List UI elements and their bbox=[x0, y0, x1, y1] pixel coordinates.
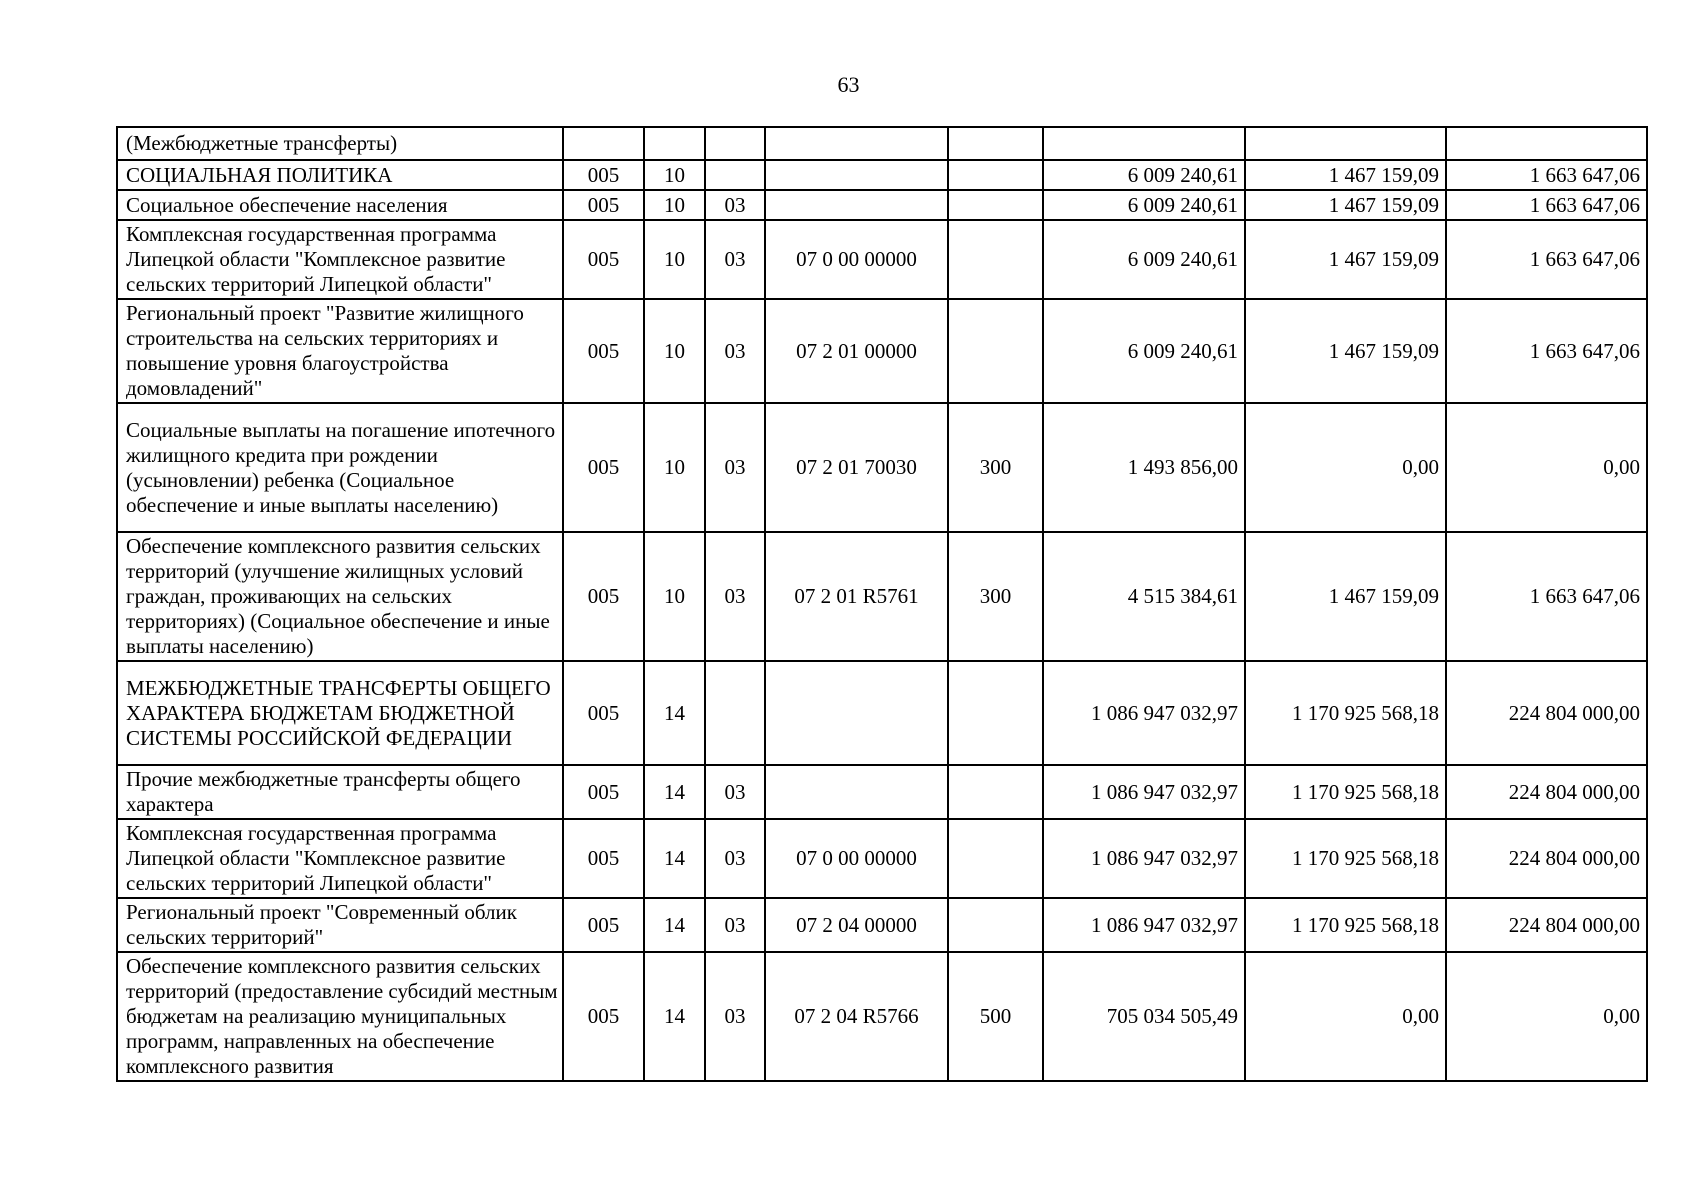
amount-year-2: 1 170 925 568,18 bbox=[1245, 765, 1446, 819]
expense-type-code bbox=[948, 819, 1043, 898]
amount-year-3: 224 804 000,00 bbox=[1446, 819, 1647, 898]
table-row bbox=[117, 952, 1647, 1081]
target-article-code bbox=[765, 160, 948, 190]
row-name: Региональный проект "Развитие жилищного строительства на сельских территориях и повышение уровня благоустройства домовладений" bbox=[117, 299, 563, 403]
expense-type-code bbox=[948, 898, 1043, 952]
expense-type-code bbox=[948, 220, 1043, 299]
table-row bbox=[117, 127, 1647, 160]
table-row bbox=[117, 160, 1647, 190]
section-code: 10 bbox=[644, 532, 705, 661]
target-article-code bbox=[765, 765, 948, 819]
ved-code: 005 bbox=[563, 299, 644, 403]
subsection-code bbox=[705, 127, 765, 160]
expense-type-code: 300 bbox=[948, 532, 1043, 661]
expense-type-code: 300 bbox=[948, 403, 1043, 532]
table-row bbox=[117, 403, 1647, 532]
amount-year-3: 1 663 647,06 bbox=[1446, 160, 1647, 190]
expense-type-code: 500 bbox=[948, 952, 1043, 1081]
amount-year-1: 6 009 240,61 bbox=[1043, 160, 1245, 190]
subsection-code bbox=[705, 661, 765, 765]
subsection-code: 03 bbox=[705, 952, 765, 1081]
ved-code: 005 bbox=[563, 765, 644, 819]
section-code: 14 bbox=[644, 819, 705, 898]
subsection-code bbox=[705, 160, 765, 190]
target-article-code: 07 2 01 70030 bbox=[765, 403, 948, 532]
table-row bbox=[117, 898, 1647, 952]
expense-type-code bbox=[948, 190, 1043, 220]
subsection-code: 03 bbox=[705, 532, 765, 661]
subsection-code: 03 bbox=[705, 819, 765, 898]
row-name: Прочие межбюджетные трансферты общего характера bbox=[117, 765, 563, 819]
ved-code: 005 bbox=[563, 661, 644, 765]
target-article-code: 07 2 01 00000 bbox=[765, 299, 948, 403]
table-body bbox=[117, 127, 1647, 1081]
ved-code bbox=[563, 127, 644, 160]
amount-year-1 bbox=[1043, 127, 1245, 160]
amount-year-2: 1 170 925 568,18 bbox=[1245, 898, 1446, 952]
subsection-code: 03 bbox=[705, 898, 765, 952]
budget-table bbox=[116, 126, 1648, 1082]
section-code: 14 bbox=[644, 765, 705, 819]
ved-code: 005 bbox=[563, 952, 644, 1081]
row-name: Комплексная государственная программа Липецкой области "Комплексное развитие сельских территорий Липецкой области" bbox=[117, 819, 563, 898]
amount-year-2 bbox=[1245, 127, 1446, 160]
amount-year-3: 0,00 bbox=[1446, 403, 1647, 532]
section-code bbox=[644, 127, 705, 160]
target-article-code bbox=[765, 190, 948, 220]
amount-year-2: 1 467 159,09 bbox=[1245, 160, 1446, 190]
amount-year-3: 1 663 647,06 bbox=[1446, 299, 1647, 403]
row-name: Социальное обеспечение населения bbox=[117, 190, 563, 220]
table-row bbox=[117, 765, 1647, 819]
page-number: 63 bbox=[837, 72, 860, 97]
amount-year-3: 224 804 000,00 bbox=[1446, 898, 1647, 952]
amount-year-3: 0,00 bbox=[1446, 952, 1647, 1081]
target-article-code: 07 0 00 00000 bbox=[765, 220, 948, 299]
ved-code: 005 bbox=[563, 898, 644, 952]
section-code: 10 bbox=[644, 299, 705, 403]
target-article-code: 07 2 04 00000 bbox=[765, 898, 948, 952]
amount-year-1: 1 493 856,00 bbox=[1043, 403, 1245, 532]
table-row bbox=[117, 532, 1647, 661]
ved-code: 005 bbox=[563, 220, 644, 299]
row-name: Комплексная государственная программа Липецкой области "Комплексное развитие сельских территорий Липецкой области" bbox=[117, 220, 563, 299]
row-name: (Межбюджетные трансферты) bbox=[117, 127, 563, 160]
amount-year-1: 1 086 947 032,97 bbox=[1043, 898, 1245, 952]
section-code: 10 bbox=[644, 190, 705, 220]
target-article-code: 07 2 04 R5766 bbox=[765, 952, 948, 1081]
amount-year-2: 1 170 925 568,18 bbox=[1245, 661, 1446, 765]
amount-year-2: 1 467 159,09 bbox=[1245, 190, 1446, 220]
row-name: Обеспечение комплексного развития сельских территорий (предоставление субсидий местным бюджетам на реализацию муниципальных программ, направленных на обеспечение комплексного развития bbox=[117, 952, 563, 1081]
table-row bbox=[117, 661, 1647, 765]
target-article-code bbox=[765, 127, 948, 160]
row-name: СОЦИАЛЬНАЯ ПОЛИТИКА bbox=[117, 160, 563, 190]
amount-year-2: 1 467 159,09 bbox=[1245, 299, 1446, 403]
amount-year-1: 1 086 947 032,97 bbox=[1043, 661, 1245, 765]
amount-year-1: 6 009 240,61 bbox=[1043, 299, 1245, 403]
amount-year-3: 1 663 647,06 bbox=[1446, 532, 1647, 661]
subsection-code: 03 bbox=[705, 299, 765, 403]
amount-year-3: 224 804 000,00 bbox=[1446, 661, 1647, 765]
ved-code: 005 bbox=[563, 190, 644, 220]
expense-type-code bbox=[948, 160, 1043, 190]
section-code: 10 bbox=[644, 160, 705, 190]
expense-type-code bbox=[948, 661, 1043, 765]
ved-code: 005 bbox=[563, 819, 644, 898]
subsection-code: 03 bbox=[705, 765, 765, 819]
amount-year-2: 0,00 bbox=[1245, 403, 1446, 532]
row-name: Региональный проект "Современный облик сельских территорий" bbox=[117, 898, 563, 952]
amount-year-1: 705 034 505,49 bbox=[1043, 952, 1245, 1081]
section-code: 10 bbox=[644, 220, 705, 299]
row-name: Социальные выплаты на погашение ипотечного жилищного кредита при рождении (усыновлении) ребенка (Социальное обеспечение и иные выплаты населению) bbox=[117, 403, 563, 532]
expense-type-code bbox=[948, 299, 1043, 403]
subsection-code: 03 bbox=[705, 403, 765, 532]
amount-year-2: 0,00 bbox=[1245, 952, 1446, 1081]
section-code: 14 bbox=[644, 952, 705, 1081]
expense-type-code bbox=[948, 765, 1043, 819]
amount-year-3: 1 663 647,06 bbox=[1446, 190, 1647, 220]
amount-year-1: 6 009 240,61 bbox=[1043, 190, 1245, 220]
amount-year-3: 1 663 647,06 bbox=[1446, 220, 1647, 299]
row-name: Обеспечение комплексного развития сельских территорий (улучшение жилищных условий граждан, проживающих на сельских территориях) (Социальное обеспечение и иные выплаты населению) bbox=[117, 532, 563, 661]
amount-year-1: 4 515 384,61 bbox=[1043, 532, 1245, 661]
table-row bbox=[117, 190, 1647, 220]
amount-year-2: 1 170 925 568,18 bbox=[1245, 819, 1446, 898]
amount-year-2: 1 467 159,09 bbox=[1245, 220, 1446, 299]
target-article-code: 07 2 01 R5761 bbox=[765, 532, 948, 661]
ved-code: 005 bbox=[563, 160, 644, 190]
row-name: МЕЖБЮДЖЕТНЫЕ ТРАНСФЕРТЫ ОБЩЕГО ХАРАКТЕРА БЮДЖЕТАМ БЮДЖЕТНОЙ СИСТЕМЫ РОССИЙСКОЙ ФЕДЕРАЦИИ bbox=[117, 661, 563, 765]
amount-year-1: 1 086 947 032,97 bbox=[1043, 819, 1245, 898]
section-code: 14 bbox=[644, 661, 705, 765]
amount-year-2: 1 467 159,09 bbox=[1245, 532, 1446, 661]
amount-year-1: 6 009 240,61 bbox=[1043, 220, 1245, 299]
amount-year-3: 224 804 000,00 bbox=[1446, 765, 1647, 819]
table-row bbox=[117, 299, 1647, 403]
subsection-code: 03 bbox=[705, 220, 765, 299]
table-row bbox=[117, 220, 1647, 299]
section-code: 14 bbox=[644, 898, 705, 952]
expense-type-code bbox=[948, 127, 1043, 160]
amount-year-1: 1 086 947 032,97 bbox=[1043, 765, 1245, 819]
ved-code: 005 bbox=[563, 403, 644, 532]
subsection-code: 03 bbox=[705, 190, 765, 220]
target-article-code bbox=[765, 661, 948, 765]
section-code: 10 bbox=[644, 403, 705, 532]
amount-year-3 bbox=[1446, 127, 1647, 160]
table-row bbox=[117, 819, 1647, 898]
target-article-code: 07 0 00 00000 bbox=[765, 819, 948, 898]
ved-code: 005 bbox=[563, 532, 644, 661]
